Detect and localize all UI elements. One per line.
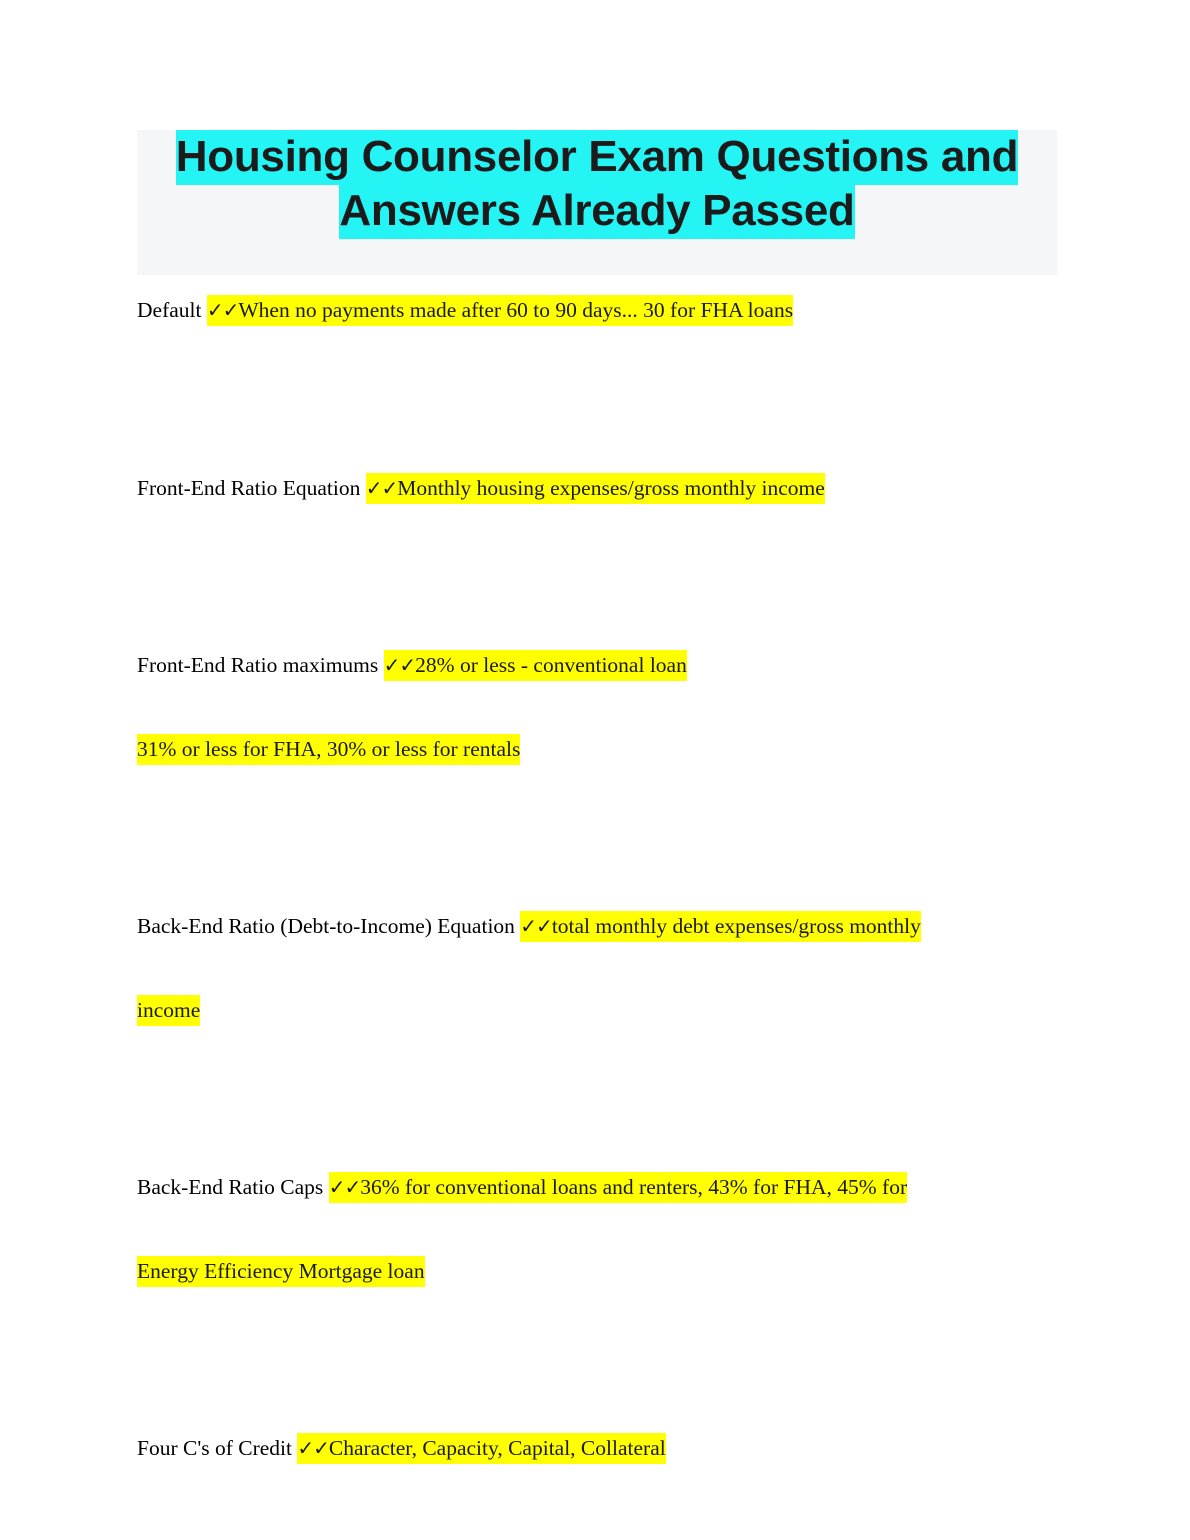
qa-content	[137, 300, 1057, 1468]
answer-body: total monthly debt expenses/gross monthly	[551, 914, 921, 938]
check-icon: ✓✓	[297, 1436, 329, 1460]
answer-text	[297, 1433, 665, 1464]
answer-text-continued: Energy Efficiency Mortgage loan	[137, 1256, 425, 1287]
qa-line	[137, 475, 1057, 500]
question-text: Four C's of Credit	[137, 1436, 298, 1460]
title-block	[137, 130, 1057, 275]
answer-text	[366, 473, 825, 504]
qa-entry	[137, 1438, 1057, 1460]
answer-body: When no payments made after 60 to 90 days... 30 for FHA loans	[238, 298, 794, 322]
spacer	[137, 1029, 1057, 1141]
spacer	[137, 507, 1057, 619]
qa-line	[137, 916, 1057, 938]
question-text: Back-End Ratio Caps	[137, 1175, 329, 1199]
answer-body: 28% or less - conventional loan	[415, 653, 687, 677]
question-text: Front-End Ratio Equation	[137, 475, 366, 500]
answer-body: Character, Capacity, Capital, Collateral	[328, 1436, 666, 1460]
qa-line-continued	[137, 736, 1057, 761]
check-icon: ✓✓	[383, 653, 416, 677]
spacer	[137, 768, 1057, 880]
spacer	[137, 1207, 1057, 1261]
spacer	[137, 330, 1057, 442]
check-icon: ✓✓	[206, 298, 239, 322]
answer-text	[384, 650, 687, 681]
question-text: Back-End Ratio (Debt-to-Income) Equation	[137, 914, 521, 938]
page-title	[137, 130, 1057, 237]
qa-line-continued	[137, 997, 1057, 1022]
qa-entry	[137, 1177, 1057, 1282]
qa-entry	[137, 655, 1057, 760]
qa-line	[137, 300, 1057, 322]
qa-entry	[137, 916, 1057, 1021]
answer-text-continued: 31% or less for FHA, 30% or less for rentals	[137, 734, 520, 765]
answer-text	[520, 911, 921, 942]
page-title-line-2: Answers Already Passed	[339, 184, 854, 239]
qa-line	[137, 1438, 1057, 1460]
check-icon: ✓✓	[328, 1175, 361, 1199]
answer-text-continued: income	[137, 995, 200, 1026]
qa-line-continued	[137, 1258, 1057, 1283]
question-text: Default	[137, 298, 207, 322]
page-title-line-1: Housing Counselor Exam Questions and	[176, 130, 1018, 185]
answer-body: Monthly housing expenses/gross monthly income	[397, 475, 825, 500]
check-icon: ✓✓	[520, 914, 552, 938]
question-text: Front-End Ratio maximums	[137, 653, 384, 677]
qa-line	[137, 655, 1057, 677]
spacer	[137, 685, 1057, 739]
qa-entry	[137, 300, 1057, 322]
answer-text	[329, 1172, 907, 1203]
qa-line	[137, 1177, 1057, 1199]
spacer	[137, 946, 1057, 1000]
answer-text	[207, 295, 793, 326]
qa-entry	[137, 475, 1057, 500]
answer-body: 36% for conventional loans and renters, 43% for FHA, 45% for	[360, 1175, 908, 1199]
spacer	[137, 1290, 1057, 1402]
check-icon: ✓✓	[365, 475, 398, 500]
